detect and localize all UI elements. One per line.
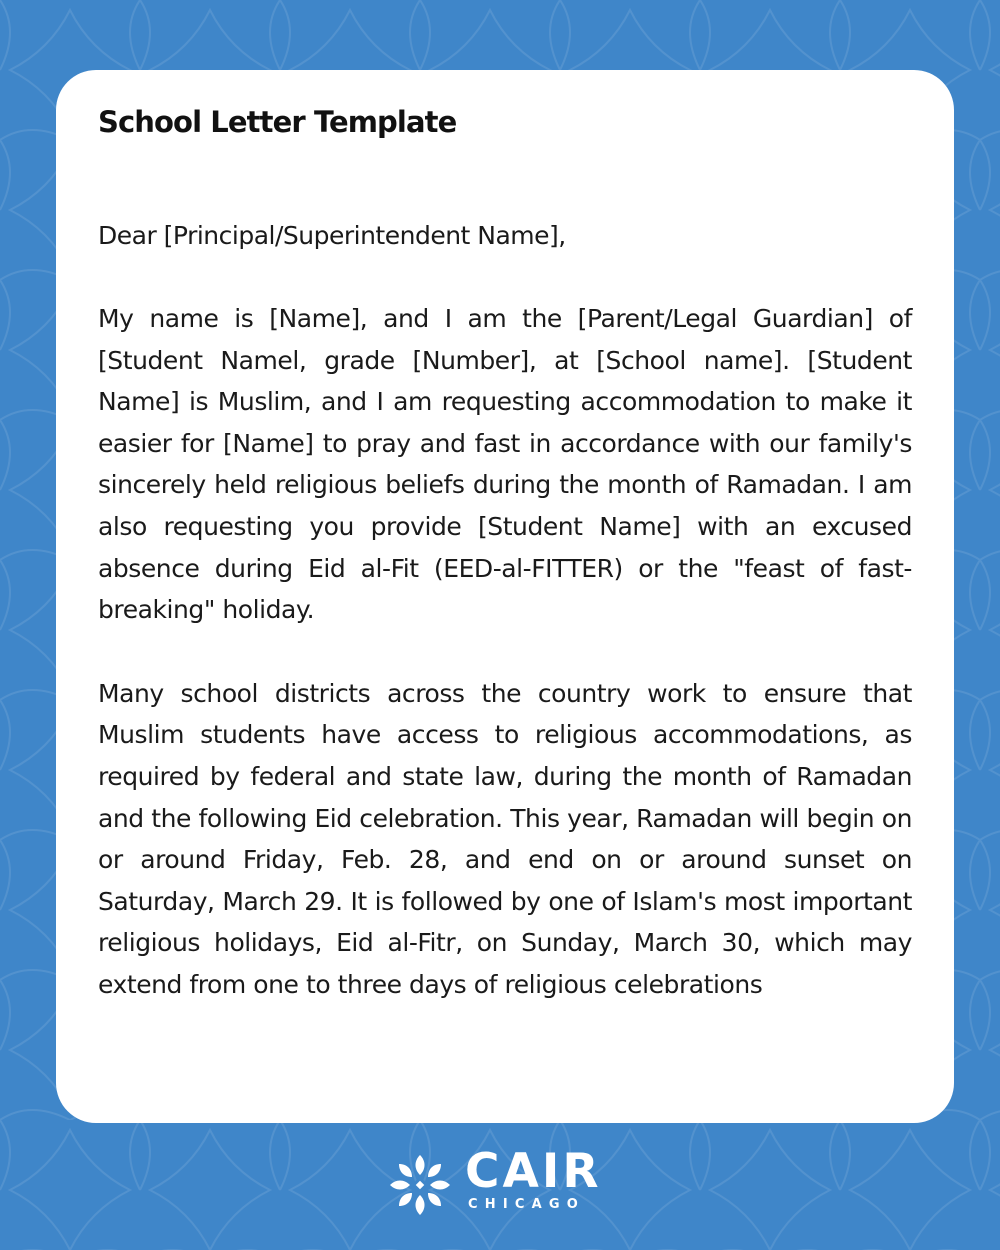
- logo-name: CAIR: [465, 1144, 602, 1199]
- letter-card: [56, 70, 954, 1123]
- cair-star-logo-icon: [388, 1153, 452, 1217]
- letter-paragraph-2: Many school districts across the country work to ensure that Muslim students have access to religious accommodations, as required by federal and state law, during the month of Ramadan and the following Eid celebration. This year, Ramadan will begin on or around Friday, Feb. 28, and end on or around sunset on Saturday, March 29. It is followed by one of Islam's most important religious holidays, Eid al-Fitr, on Sunday, March 30, which may extend from one to three days of religious celebrations: [98, 678, 912, 999]
- cair-chicago-logo: [388, 1144, 618, 1218]
- letter-paragraph-1: My name is [Name], and I am the [Parent/Legal Guardian] of [Student Namel, grade [Number], at [School name]. [Student Name] is Muslim, and I am requesting accommodation to make it easier for [Name] to pray and fast in accordance with our family's sincerely held religious beliefs during the month of Ramadan. I am also requesting you provide [Student Name] with an excused absence during Eid al-Fit (EED-al-FITTER) or the "feast of fast-breaking" holiday.: [98, 304, 912, 625]
- letter-salutation: Dear [Principal/Superintendent Name],: [98, 221, 566, 250]
- letter-title: School Letter Template: [98, 105, 457, 139]
- logo-subtitle: CHICAGO: [468, 1197, 585, 1212]
